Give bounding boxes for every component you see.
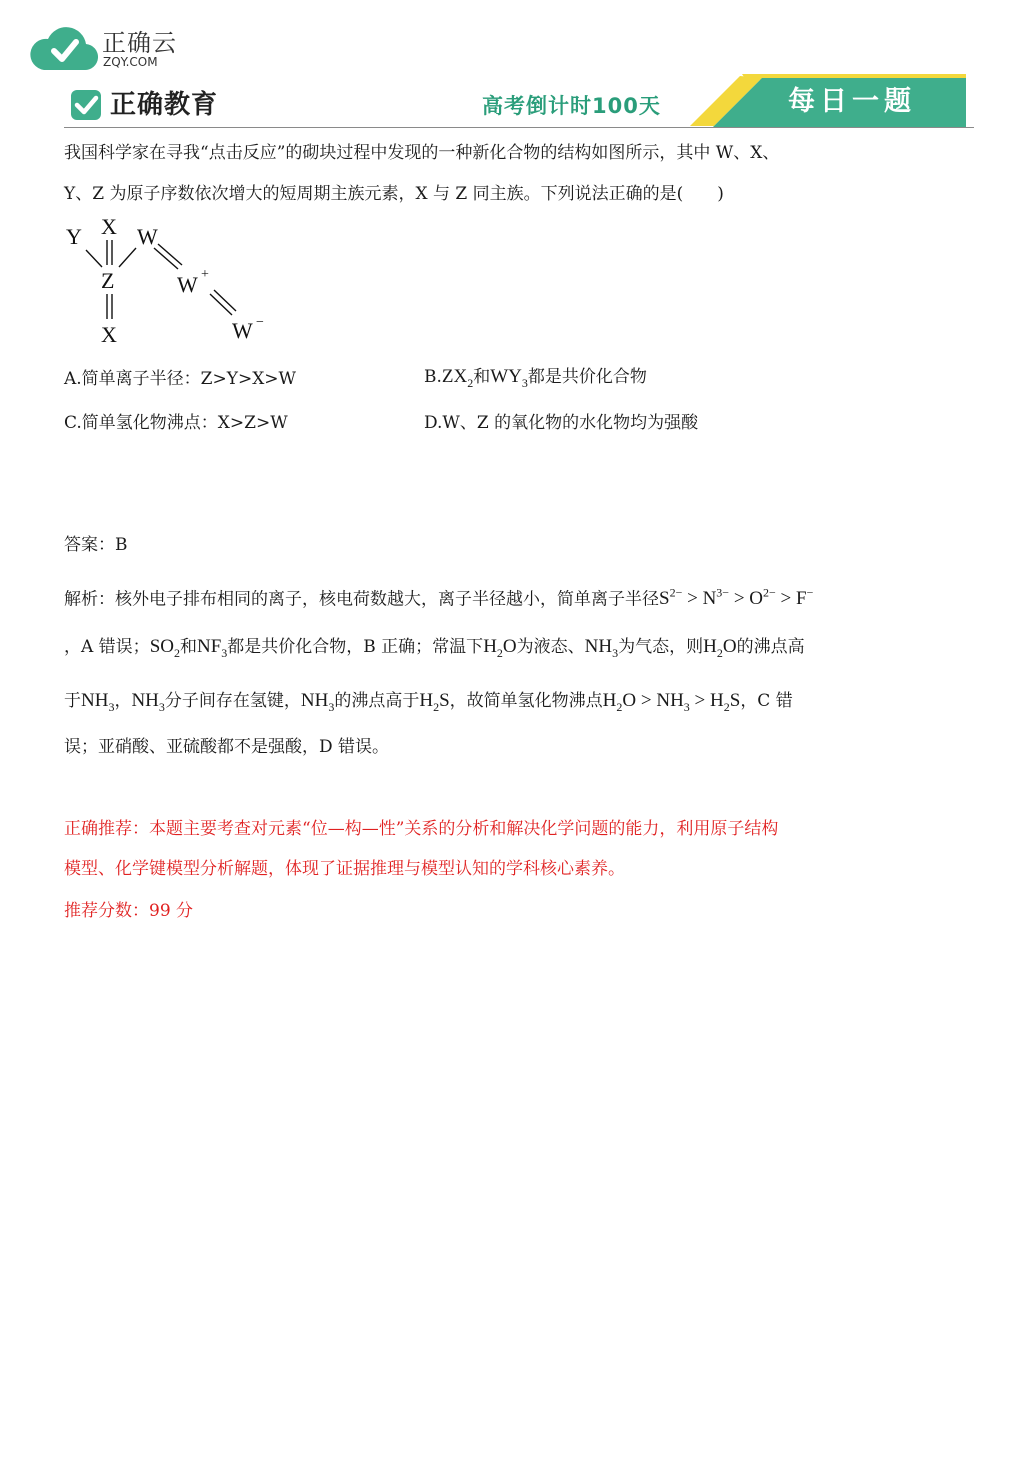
atom-x-bottom: X [101, 322, 117, 347]
question-stem-line-2: Y、Z 为原子序数依次增大的短周期主族元素，X 与 Z 同主族。下列说法正确的是( ) [64, 184, 724, 204]
cloud-check-logo-icon [30, 24, 98, 72]
atom-w-2: W [177, 272, 198, 297]
analysis-line-3: 于$NH_3$，$NH_3$分子间存在氢键，$NH_3$的沸点高于$H_2S$，故简单氢化物沸点$H_2O > NH_3 > H_2S$，C 错 [64, 690, 793, 714]
analysis-line-2: ，A 错误；$SO_2$和$NF_3$都是共价化合物，B 正确；常温下$H_2O$为液态、$NH_3$为气态，则$H_2O$的沸点高 [64, 636, 805, 660]
question-stem-line-1: 我国科学家在寻我“点击反应”的砌块过程中发现的一种新化合物的结构如图所示，其中 W、X、 [64, 143, 780, 163]
edu-logo-text: 正确教育 [110, 90, 219, 120]
brand-url: ZQY.COM [103, 55, 158, 69]
checkbox-logo-icon [70, 89, 102, 121]
atom-z: Z [101, 268, 115, 293]
countdown-text: 高考倒计时100天 [482, 94, 661, 118]
charge-plus: + [201, 267, 209, 282]
option-a: A.简单离子半径：Z>Y>X>W [64, 369, 297, 389]
analysis-line-1: 解析：核外电子排布相同的离子，核电荷数越大，离子半径越小，简单离子半径$S^{2-} > N^{3-} > O^{2-} > F^-$ [64, 586, 814, 610]
formula-ion-radius: $S^{2-} > N^{3-} > O^{2-} > F^-$ [659, 586, 814, 610]
atom-w-1: W [137, 224, 158, 249]
option-d: D.W、Z 的氧化物的水化物均为强酸 [424, 413, 699, 433]
charge-minus: − [256, 315, 264, 330]
molecular-structure-diagram [64, 212, 278, 348]
recommend-line-1: 正确推荐：本题主要考查对元素“位—构—性”关系的分析和解决化学问题的能力，利用原子结构 [64, 819, 779, 839]
recommend-score: 推荐分数：99 分 [64, 901, 194, 921]
brand-name: 正确云 [102, 29, 177, 57]
option-c: C.简单氢化物沸点：X>Z>W [64, 413, 288, 433]
option-b: $B.ZX_2$和$WY_3$都是共价化合物 [424, 366, 647, 390]
atom-y: Y [66, 224, 82, 249]
recommend-line-2: 模型、化学键模型分析解题，体现了证据推理与模型认知的学科核心素养。 [64, 859, 625, 879]
atom-w-3: W [232, 318, 253, 343]
atom-x-top: X [101, 214, 117, 239]
header-divider [64, 127, 974, 128]
banner-label: 每日一题 [788, 86, 916, 117]
analysis-line-4: 误；亚硝酸、亚硫酸都不是强酸，D 错误。 [64, 737, 390, 757]
answer-text: 答案：B [64, 535, 128, 555]
